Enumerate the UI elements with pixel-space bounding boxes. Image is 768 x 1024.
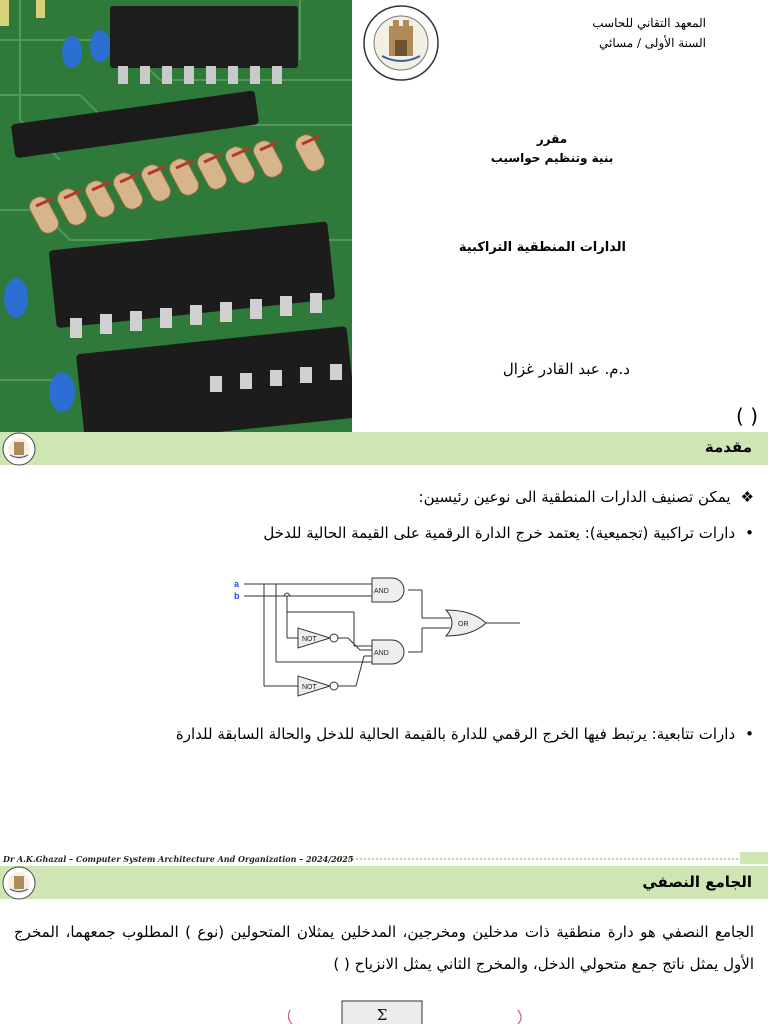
course-label: مقرر xyxy=(536,132,568,146)
bullet-text: يمكن تصنيف الدارات المنطقية الى نوعين رئيسين: xyxy=(418,488,731,506)
and-gate-top-label: AND xyxy=(374,588,389,595)
slide-title: مقدمة xyxy=(704,438,752,456)
xor-logic-circuit-diagram xyxy=(224,576,530,710)
dot-bullet-icon: • xyxy=(745,725,754,743)
cover-slide xyxy=(0,0,768,432)
input-b-label: b xyxy=(234,591,240,601)
not-gate-top-label: NOT xyxy=(302,636,317,643)
course-name: بنية وتنظيم حواسيب xyxy=(490,151,614,165)
diamond-bullet-icon: ❖ xyxy=(740,488,754,506)
slide-title: الجامع النصفي xyxy=(642,873,752,891)
half-adder-block-diagram xyxy=(212,1000,552,1024)
footer-credit: Dr A.K.Ghazal – Computer System Architecture And Organization – 2024/2025 xyxy=(3,854,354,864)
slide-number-placeholder: ( ) xyxy=(736,404,758,428)
circuit-board-photo xyxy=(0,0,352,432)
intro-slide xyxy=(0,432,768,864)
input-a-label: a xyxy=(234,579,240,589)
and-gate-bottom-label: AND xyxy=(374,650,389,657)
bullet-text: دارات تتابعية: يرتبط فيها الخرج الرقمي للدارة بالقيمة الحالية للدخل والحالة السابقة للدارة xyxy=(175,725,736,743)
author-name: د.م. عبد القادر غزال xyxy=(502,360,630,378)
lecture-title: الدارات المنطقية التراكبية xyxy=(458,240,626,255)
header-band xyxy=(0,432,768,465)
dot-bullet-icon: • xyxy=(745,524,754,542)
year-department: السنة الأولى / مسائي xyxy=(599,36,706,50)
institute-seal-logo-small xyxy=(2,866,36,900)
bullet-text: دارات تراكبية (تجميعية): يعتمد خرج الدارة الرقمية على القيمة الحالية للدخل xyxy=(263,524,736,542)
bullet-item xyxy=(263,524,754,542)
institute-name: المعهد التقاني للحاسب xyxy=(592,16,706,30)
not-gate-bottom-label: NOT xyxy=(302,684,317,691)
half-adder-description: الجامع النصفي هو دارة منطقية ذات مدخلين ومخرجين، المدخلين يمثلان المتحولين (نوع ) المطلوب جمعهما، المخرج الأول يمثل ناتج جمع متحولي الدخل، والمخرج الثاني يمثل الانزياح ( ) xyxy=(14,923,754,973)
sigma-icon: Σ xyxy=(376,1006,388,1024)
bullet-item xyxy=(419,488,754,506)
institute-seal-logo-small xyxy=(2,432,36,466)
or-gate-label: OR xyxy=(458,621,469,628)
bullet-item xyxy=(176,725,754,743)
institute-seal-logo xyxy=(362,4,440,82)
half-adder-slide xyxy=(0,864,768,1024)
